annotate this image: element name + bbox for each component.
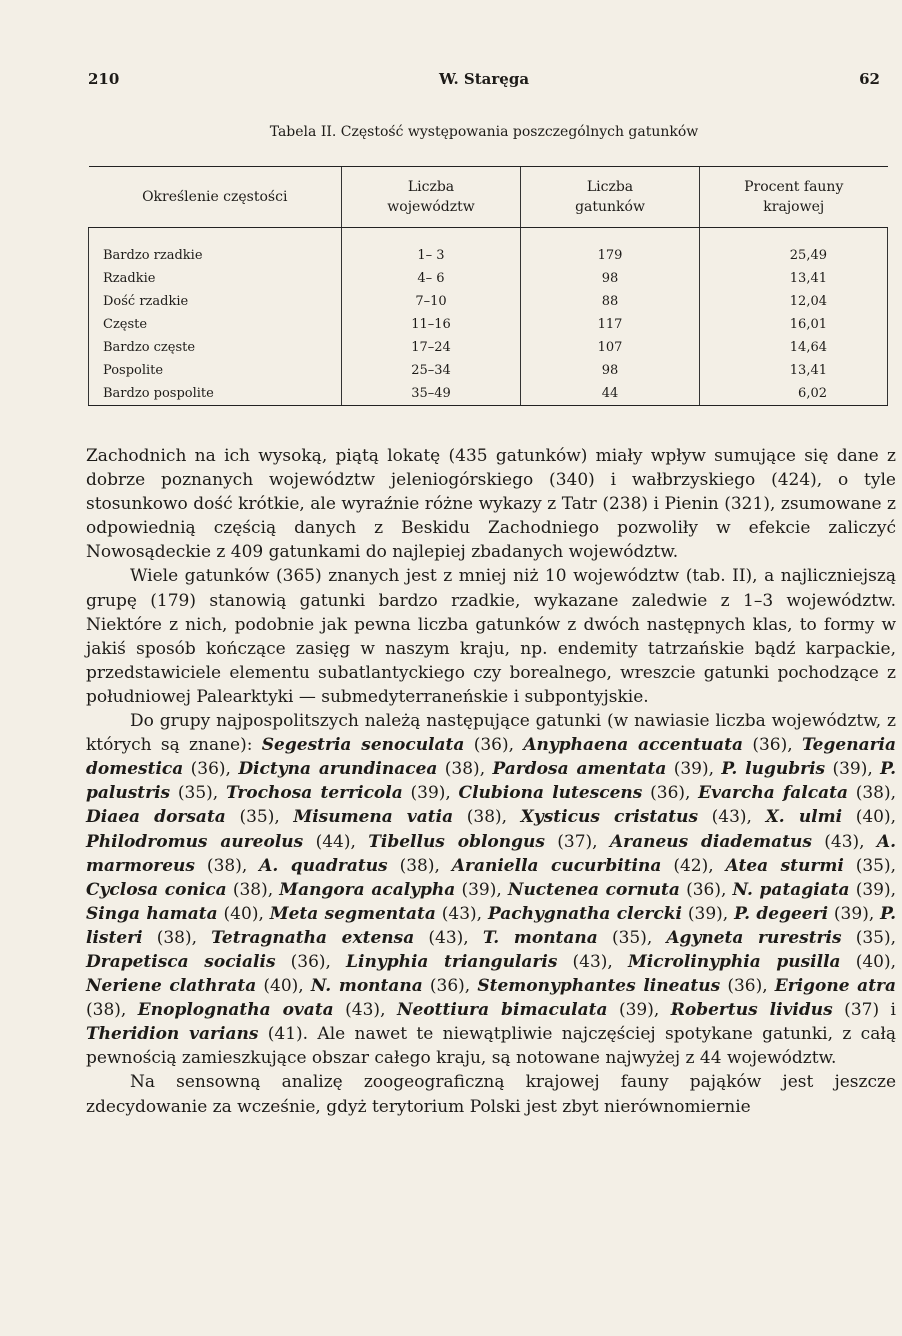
header-frequency-term: Określenie częstości bbox=[89, 167, 342, 228]
running-header bbox=[88, 70, 880, 96]
frequency-term-cell: Dość rzadkie bbox=[89, 290, 342, 313]
voivodeship-range-cell: 35–49 bbox=[342, 382, 521, 406]
table-body bbox=[89, 228, 888, 406]
fauna-percent-cell: 13,41 bbox=[700, 267, 888, 290]
header-species-count: Liczba gatunków bbox=[521, 167, 700, 228]
voivodeship-range-cell: 25–34 bbox=[342, 359, 521, 382]
page-number-left: 210 bbox=[88, 70, 120, 88]
frequency-table bbox=[88, 166, 888, 406]
body-text bbox=[86, 444, 896, 1119]
page-number-right: 62 bbox=[859, 70, 880, 88]
fauna-percent-cell: 25,49 bbox=[700, 228, 888, 268]
fauna-percent-cell: 16,01 bbox=[700, 313, 888, 336]
table-header-row bbox=[89, 167, 888, 228]
species-count-cell: 117 bbox=[521, 313, 700, 336]
table-caption: Tabela II. Częstość występowania poszczególnych gatunków bbox=[269, 124, 699, 140]
frequency-term-cell: Bardzo częste bbox=[89, 336, 342, 359]
frequency-term-cell: Pospolite bbox=[89, 359, 342, 382]
table-row bbox=[89, 267, 888, 290]
header-fauna-percent: Procent fauny krajowej bbox=[700, 167, 888, 228]
species-count-cell: 44 bbox=[521, 382, 700, 406]
table-row bbox=[89, 228, 888, 268]
paragraph: Zachodnich na ich wysoką, piątą lokatę (435 gatunków) miały wpływ sumujące się dane z dobrze poznanych województw jeleniogórskiego (340) i wałbrzyskiego (424), o tyle stosunkowo dość krótkie, ale wyraźnie różne wykazy z Tatr (238) i Pienin (321), zsumowane z odpowiednią częścią danych z Beskidu Zachodniego pozwoliły w efekcie zaliczyć Nowosądeckie z 409 gatunkami do najlepiej zbadanych województw. bbox=[86, 446, 896, 563]
frequency-term-cell: Częste bbox=[89, 313, 342, 336]
species-count-cell: 98 bbox=[521, 359, 700, 382]
table-row bbox=[89, 336, 888, 359]
table-row bbox=[89, 313, 888, 336]
species-count-cell: 179 bbox=[521, 228, 700, 268]
table-row bbox=[89, 359, 888, 382]
fauna-percent-cell: 12,04 bbox=[700, 290, 888, 313]
voivodeship-range-cell: 17–24 bbox=[342, 336, 521, 359]
fauna-percent-cell: 14,64 bbox=[700, 336, 888, 359]
voivodeship-range-cell: 7–10 bbox=[342, 290, 521, 313]
fauna-percent-cell: 6,02 bbox=[700, 382, 888, 406]
paragraph: Na sensowną analizę zoogeograficzną krajowej fauny pająków jest jeszcze zdecydowanie za wcześnie, gdyż terytorium Polski jest zbyt nierównomiernie bbox=[86, 1072, 896, 1117]
species-count-cell: 107 bbox=[521, 336, 700, 359]
voivodeship-range-cell: 1– 3 bbox=[342, 228, 521, 268]
voivodeship-range-cell: 4– 6 bbox=[342, 267, 521, 290]
frequency-term-cell: Rzadkie bbox=[89, 267, 342, 290]
frequency-term-cell: Bardzo pospolite bbox=[89, 382, 342, 406]
table-row bbox=[89, 382, 888, 406]
table-row bbox=[89, 290, 888, 313]
paragraph: Wiele gatunków (365) znanych jest z mniej niż 10 województw (tab. II), a najliczniejszą grupę (179) stanowią gatunki bardzo rzadkie, wykazane zaledwie z 1–3 województw. Niektóre z nich, podobnie jak pewna liczba gatunków z dwóch następnych klas, to formy w jakiś sposób kończące zasięg w naszym kraju, np. endemity tatrzańskie bądź karpackie, przedstawiciele elementu subatlantyckiego czy borealnego, wreszcie gatunki pochodzące z południowej Palearktyki — submedyterraneńskie i subpontyjskie. bbox=[86, 566, 896, 707]
species-count-cell: 98 bbox=[521, 267, 700, 290]
header-voivodeship-count: Liczba województw bbox=[342, 167, 521, 228]
frequency-term-cell: Bardzo rzadkie bbox=[89, 228, 342, 268]
voivodeship-range-cell: 11–16 bbox=[342, 313, 521, 336]
fauna-percent-cell: 13,41 bbox=[700, 359, 888, 382]
paragraph: Do grupy najpospolitszych należą następujące gatunki (w nawiasie liczba województw, z których są znane): Segestria senoculata (36), Anyphaena accentuata (36), Tegenaria domestica (36), Dictyna arundinacea (38), Pardosa amentata (39), P. lugubris (39), P. palustris (35), Trochosa terricola (39), Clubiona lutescens (36), Evarcha falcata (38), Diaea dorsata (35), Misumena vatia (38), Xysticus cristatus (43), X. ulmi (40), Philodromus aureolus (44), Tibellus oblongus (37), Araneus diadematus (43), A. marmoreus (38), A. quadratus (38), Araniella cucurbitina (42), Atea sturmi (35), Cyclosa conica (38), Mangora acalypha (39), Nuctenea cornuta (36), N. patagiata (39), Singa hamata (40), Meta segmentata (43), Pachygnatha clercki (39), P. degeeri (39), P. listeri (38), Tetragnatha extensa (43), T. montana (35), Agyneta rurestris (35), Drapetisca socialis (36), Linyphia triangularis (43), Microlinyphia pusilla (40), Neriene clathrata (40), N. montana (36), Stemonyphantes lineatus (36), Erigone atra (38), Enoplognatha ovata (43), Neottiura bimaculata (39), Robertus lividus (37) i Theridion varians (41). Ale nawet te niewątpliwie najczęściej spotykane gatunki, z całą pewnością zamieszkujące obszar całego kraju, są notowane najwyżej z 44 województw. bbox=[86, 711, 897, 1069]
species-count-cell: 88 bbox=[521, 290, 700, 313]
running-author: W. Staręga bbox=[438, 70, 530, 88]
